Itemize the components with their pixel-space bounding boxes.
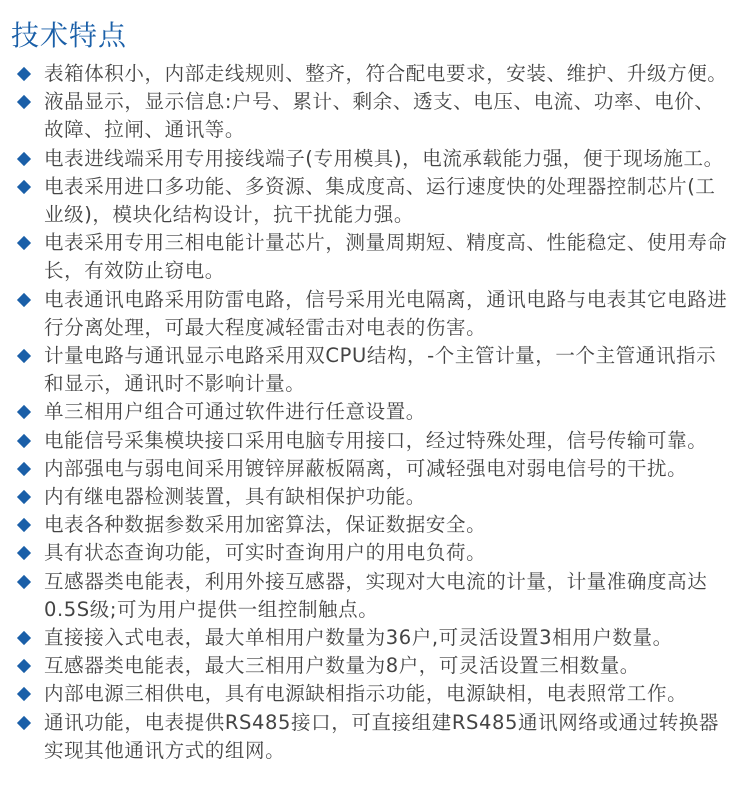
feature-item <box>0 398 750 426</box>
feature-text-line: 和显示，通讯时不影响计量。 <box>44 372 306 396</box>
feature-text-line: 电表进线端采用专用接线端子(专用模具)，电流承载能力强，便于现场施工。 <box>44 146 724 170</box>
feature-item <box>0 680 750 708</box>
diamond-bullet-icon <box>17 490 31 504</box>
feature-text-line: 故障、拉闸、通讯等。 <box>44 118 246 142</box>
feature-text-line: 内部电源三相供电，具有电源缺相指示功能，电源缺相，电表照常工作。 <box>44 682 688 706</box>
diamond-bullet-icon <box>17 631 31 645</box>
feature-item <box>0 145 750 173</box>
feature-item <box>0 483 750 511</box>
feature-text-line: 电表采用专用三相电能计量芯片，测量周期短、精度高、性能稳定、使用寿命 <box>44 231 728 255</box>
diamond-bullet-icon <box>17 434 31 448</box>
diamond-bullet-icon <box>17 67 31 81</box>
feature-item <box>0 652 750 680</box>
feature-item <box>0 455 750 483</box>
feature-text-line: 互感器类电能表，利用外接互感器，实现对大电流的计量，计量准确度高达 <box>44 569 708 593</box>
feature-text-line: 表箱体积小，内部走线规则、整齐，符合配电要求，安装、维护、升级方便。 <box>44 62 728 85</box>
feature-list <box>0 60 750 765</box>
diamond-bullet-icon <box>17 659 31 673</box>
diamond-bullet-icon <box>17 293 31 307</box>
feature-text-line: 互感器类电能表，最大三相用户数量为8户，可灵活设置三相数量。 <box>44 654 640 678</box>
feature-text-line: 电能信号采集模块接口采用电脑专用接口，经过特殊处理，信号传输可靠。 <box>44 428 708 452</box>
diamond-bullet-icon <box>17 716 31 730</box>
feature-item <box>0 88 750 144</box>
feature-item <box>0 624 750 652</box>
diamond-bullet-icon <box>17 152 31 166</box>
feature-item <box>0 568 750 624</box>
diamond-bullet-icon <box>17 180 31 194</box>
feature-item <box>0 709 750 765</box>
feature-item <box>0 427 750 455</box>
feature-text-line: 电表通讯电路采用防雷电路，信号采用光电隔离，通讯电路与电表其它电路进 <box>44 287 728 311</box>
feature-item <box>0 60 750 88</box>
diamond-bullet-icon <box>17 518 31 532</box>
feature-item <box>0 342 750 398</box>
page-title: 技术特点 <box>11 19 128 52</box>
diamond-bullet-icon <box>17 546 31 560</box>
diamond-bullet-icon <box>17 95 31 109</box>
feature-text-line: 长，有效防止窃电。 <box>44 259 225 283</box>
feature-text-line: 实现其他通讯方式的组网。 <box>44 738 286 762</box>
feature-item <box>0 173 750 229</box>
feature-text-line: 直接接入式电表，最大单相用户数量为36户,可灵活设置3相用户数量。 <box>44 626 673 650</box>
diamond-bullet-icon <box>17 236 31 250</box>
feature-text-line: 行分离处理，可最大程度减轻雷击对电表的伤害。 <box>44 315 487 339</box>
diamond-bullet-icon <box>17 575 31 589</box>
feature-text-line: 计量电路与通讯显示电路采用双CPU结构，-个主管计量，一个主管通讯指示 <box>44 344 717 368</box>
feature-text-line: 具有状态查询功能，可实时查询用户的用电负荷。 <box>44 541 487 565</box>
feature-text-line: 单三相用户组合可通过软件进行任意设置。 <box>44 400 426 424</box>
feature-item <box>0 229 750 285</box>
feature-text-line: 0.5S级;可为用户提供一组控制触点。 <box>44 597 379 621</box>
feature-text-line: 液晶显示，显示信息:户号、累计、剩余、透支、电压、电流、功率、电价、 <box>44 90 715 114</box>
feature-item <box>0 511 750 539</box>
diamond-bullet-icon <box>17 462 31 476</box>
feature-text-line: 内有继电器检测装置，具有缺相保护功能。 <box>44 485 426 509</box>
diamond-bullet-icon <box>17 405 31 419</box>
feature-text-line: 电表各种数据参数采用加密算法，保证数据安全。 <box>44 513 487 537</box>
diamond-bullet-icon <box>17 687 31 701</box>
feature-text-line: 业级)，模块化结构设计，抗干扰能力强。 <box>44 203 415 227</box>
feature-item <box>0 539 750 567</box>
feature-text-line: 内部强电与弱电间采用镀锌屏蔽板隔离，可减轻强电对弱电信号的干扰。 <box>44 456 688 480</box>
feature-text-line: 通讯功能，电表提供RS485接口，可直接组建RS485通讯网络或通过转换器 <box>44 710 719 734</box>
feature-item <box>0 286 750 342</box>
feature-text-line: 电表采用进口多功能、多资源、集成度高、运行速度快的处理器控制芯片(工 <box>44 174 716 198</box>
diamond-bullet-icon <box>17 349 31 363</box>
